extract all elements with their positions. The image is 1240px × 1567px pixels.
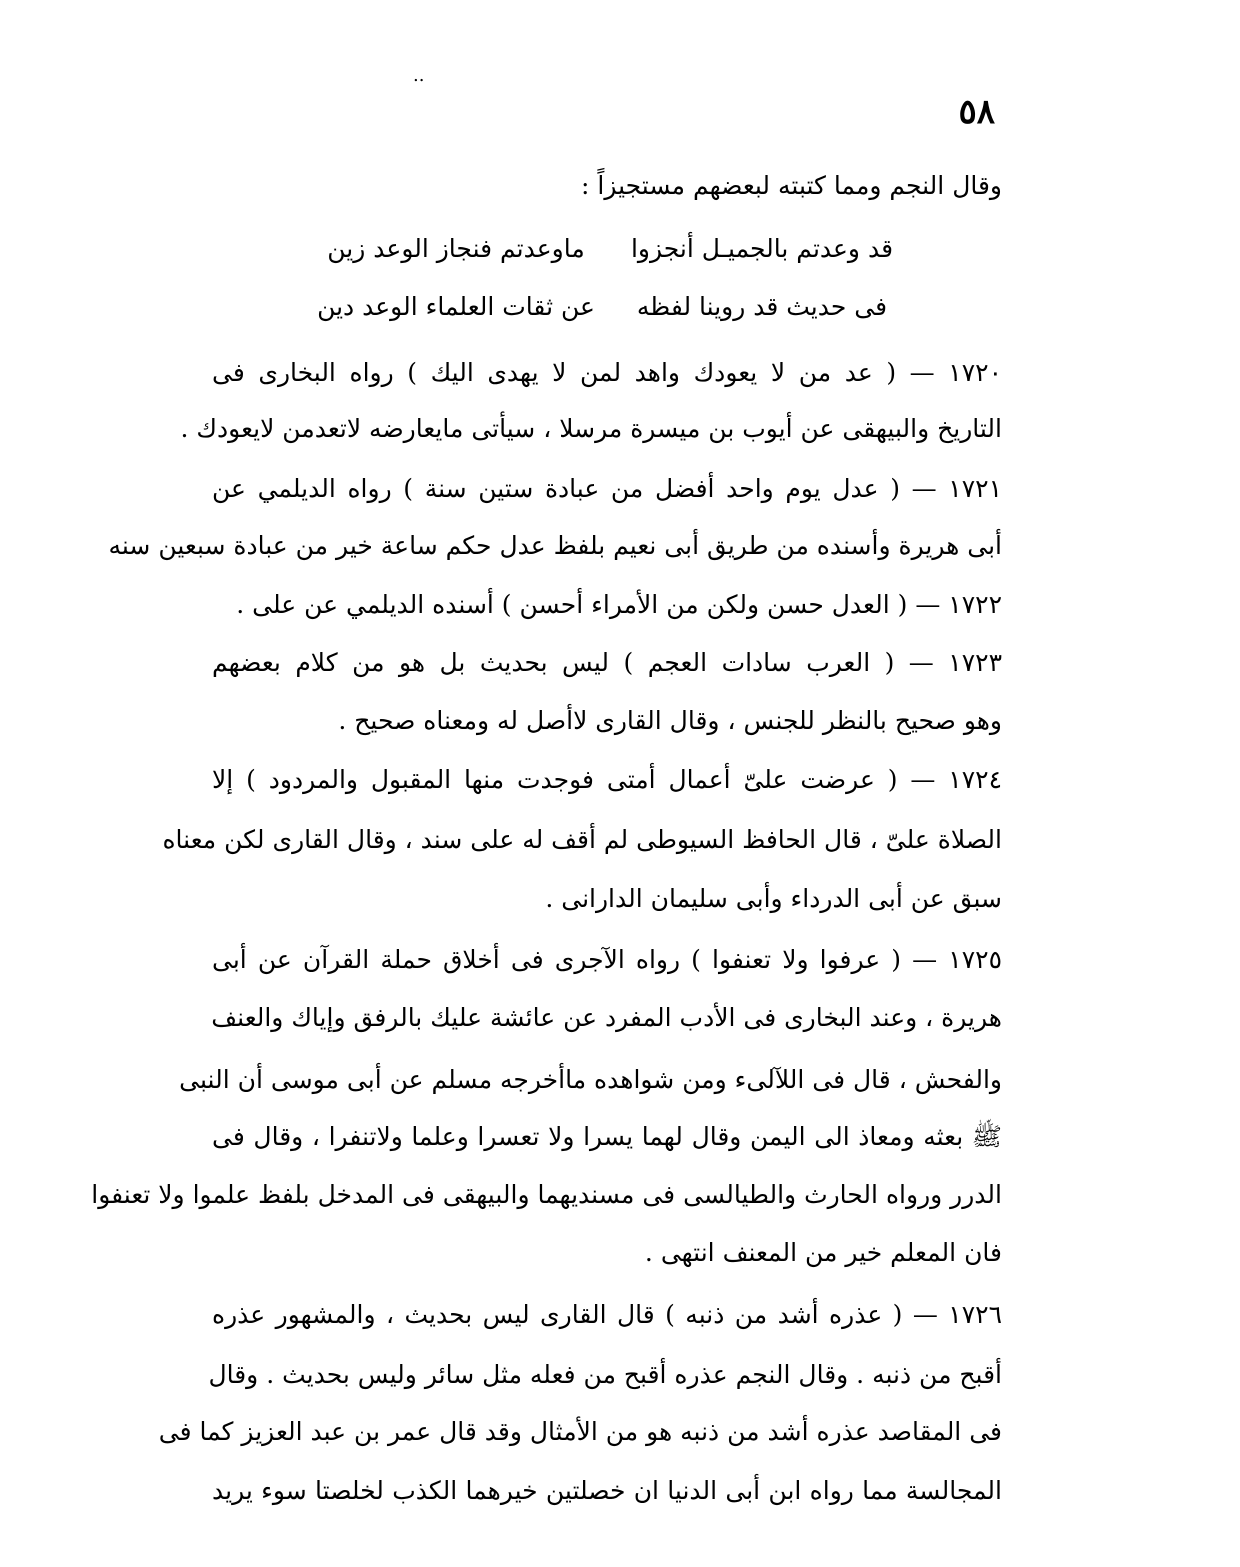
text-line: ١٧٢٦ — ( عذره أشد من ذنبه ) قال القارى ليس بحديث ، والمشهور عذره — [212, 1300, 1002, 1329]
text-line: المجالسة مما رواه ابن أبى الدنيا ان خصلتين خيرهما الكذب لخلصتا سوء يريد — [212, 1476, 1002, 1505]
text-line: الصلاة علىّ ، قال الحافظ السيوطى لم أقف له على سند ، وقال القارى لكن معناه — [162, 825, 1002, 854]
text-line: ١٧٢١ — ( عدل يوم واحد أفضل من عبادة ستين سنة ) رواه الديلمي عن — [212, 474, 1002, 503]
text-line: ١٧٢٣ — ( العرب سادات العجم ) ليس بحديث بل هو من كلام بعضهم — [212, 648, 1002, 677]
text-line: التاريخ والبيهقى عن أيوب بن ميسرة مرسلا ، سيأتى مايعارضه لاتعدمن لايعودك . — [180, 414, 1002, 443]
verse-1-first-hemistich: قد وعدتم بالجميـل أنجزوا — [630, 234, 894, 263]
text-line: ﷺ بعثه ومعاذ الى اليمن وقال لهما يسرا ولا تعسرا وعلما ولاتنفرا ، وقال فى — [212, 1122, 1002, 1151]
text-line: سبق عن أبى الدرداء وأبى سليمان الدارانى . — [545, 884, 1002, 913]
text-line: ١٧٢٢ — ( العدل حسن ولكن من الأمراء أحسن ) أسنده الديلمي عن على . — [236, 590, 1002, 619]
verse-2 — [300, 287, 912, 327]
text-line: وهو صحيح بالنظر للجنس ، وقال القارى لاأصل له ومعناه صحيح . — [338, 706, 1002, 735]
top-mark: .. — [413, 65, 425, 86]
verse-2-first-hemistich: فى حديث قد روينا لفظه — [636, 292, 888, 321]
text-line: فى المقاصد عذره أشد من ذنبه هو من الأمثال وقد قال عمر بن عبد العزيز كما فى — [158, 1417, 1002, 1446]
intro-line: وقال النجم ومما كتبته لبعضهم مستجيزاً : — [581, 171, 1002, 200]
verse-1-second-hemistich: ماوعدتم فنجاز الوعد زين — [327, 234, 585, 263]
text-line: هريرة ، وعند البخارى فى الأدب المفرد عن عائشة عليك بالرفق وإياك والعنف — [211, 1003, 1002, 1032]
text-line: الدرر ورواه الحارث والطيالسى فى مسنديهما والبيهقى فى المدخل بلفظ علموا ولا تعنفوا — [91, 1180, 1002, 1209]
text-line: أبى هريرة وأسنده من طريق أبى نعيم بلفظ عدل حكم ساعة خير من عبادة سبعين سنه — [108, 531, 1002, 560]
text-line: فان المعلم خير من المعنف انتهى . — [644, 1238, 1002, 1267]
text-line: ١٧٢٤ — ( عرضت علىّ أعمال أمتى فوجدت منها المقبول والمردود ) إلا — [212, 765, 1002, 794]
text-line: أقبح من ذنبه . وقال النجم عذره أقبح من فعله مثل سائر وليس بحديث . وقال — [208, 1360, 1002, 1389]
text-line: ١٧٢٥ — ( عرفوا ولا تعنفوا ) رواه الآجرى فى أخلاق حملة القرآن عن أبى — [212, 945, 1002, 974]
page-number: ٥٨ — [958, 92, 995, 132]
text-line: والفحش ، قال فى اللآلىء ومن شواهده ماأخرجه مسلم عن أبى موسى أن النبى — [179, 1065, 1002, 1094]
text-line: ١٧٢٠ — ( عد من لا يعودك واهد لمن لا يهدى اليك ) رواه البخارى فى — [212, 358, 1002, 387]
verse-1 — [300, 229, 912, 269]
verse-2-second-hemistich: عن ثقات العلماء الوعد دين — [317, 292, 595, 321]
